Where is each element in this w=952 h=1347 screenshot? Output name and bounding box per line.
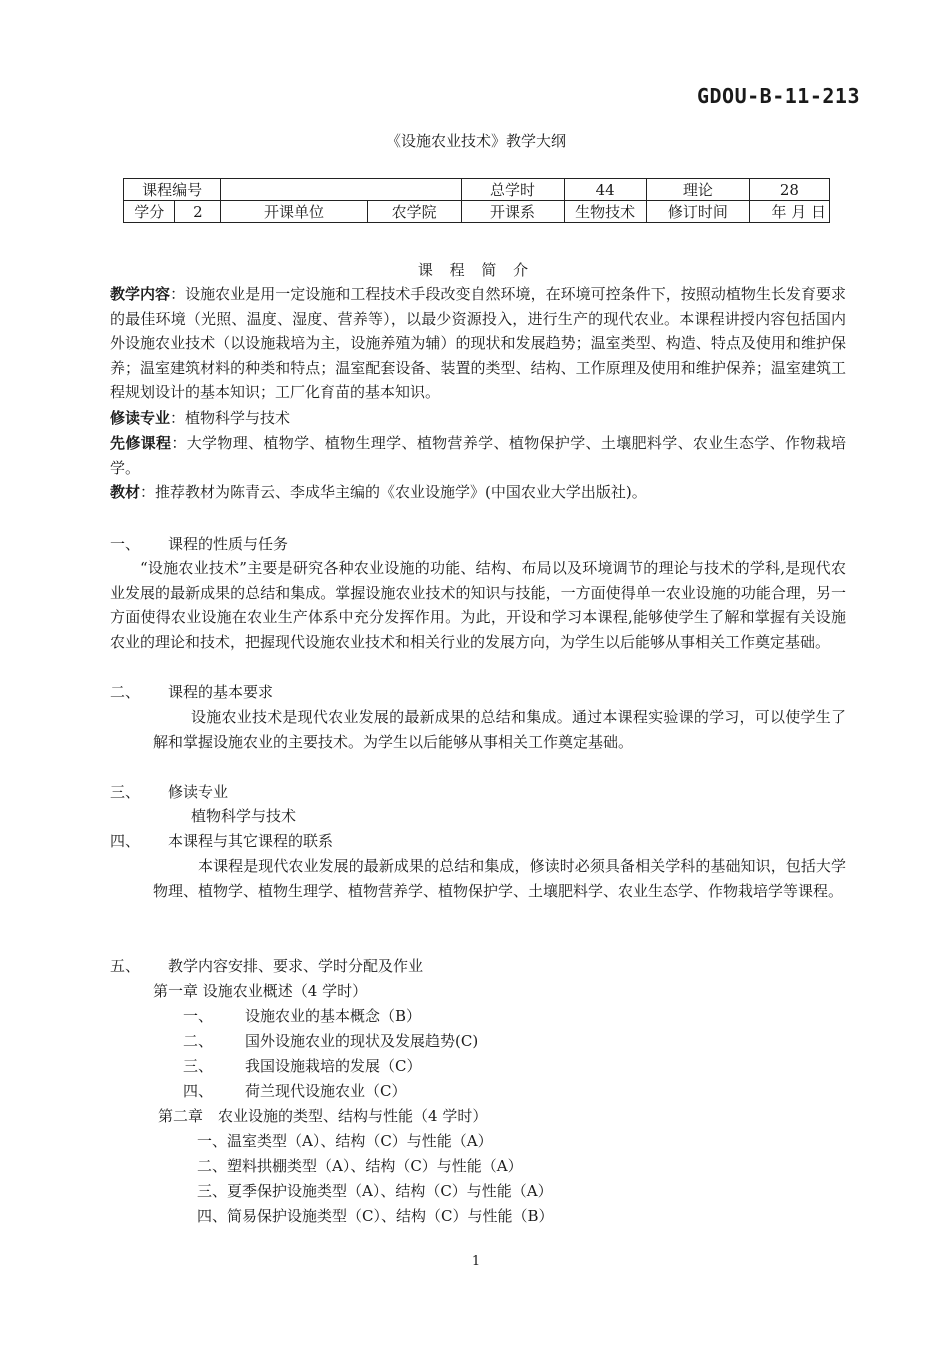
section-heading [110, 954, 423, 978]
intro-heading: 课 程 简 介 [417, 261, 535, 279]
list-item: 三、 我国设施栽培的发展（C） [183, 1057, 422, 1075]
section-title: 修读专业 [168, 783, 229, 801]
list-item: 二、 国外设施农业的现状及发展趋势(C) [183, 1032, 479, 1050]
table-cell: 年 月 日 [749, 201, 829, 223]
section-paragraph: “设施农业技术”主要是研究各种农业设施的功能、结构、布局以及环境调节的理论与技术的学科,是现代农业发展的最新成果的总结和集成。掌握设施农业技术的知识与技能，一方面使得单一农业设施的功能合理，另一方面使得农业设施在农业生产体系中充分发挥作用。为此，开设和学习本课程,能够使学生了解和掌握有关设施农业的理论和技术，把握现代设施农业技术和相关行业的发展方向，为学生以后能够从事相关工作奠定基础。 [110, 559, 846, 651]
table-cell: 总学时 [461, 179, 564, 201]
intro-prereq [110, 431, 846, 480]
table-cell: 28 [749, 179, 829, 201]
table-cell: 2 [175, 201, 221, 223]
table-cell: 修订时间 [646, 201, 749, 223]
table-row [124, 179, 830, 201]
table-cell: 农学院 [367, 201, 461, 223]
list-item: 三、夏季保护设施类型（A）、结构（C）与性能（A） [197, 1182, 553, 1200]
list-item: 四、简易保护设施类型（C）、结构（C）与性能（B） [197, 1207, 554, 1225]
section-title: 课程的基本要求 [168, 683, 274, 701]
textbook-text: ：推荐教材为陈青云、李成华主编的《农业设施学》(中国农业大学出版社)。 [140, 483, 647, 501]
table-cell: 课程编号 [124, 179, 221, 201]
intro-textbook [110, 480, 846, 505]
page-number: 1 [471, 1254, 481, 1269]
section-number: 一、 [110, 535, 141, 553]
table-cell: 44 [564, 179, 646, 201]
section-title: 课程的性质与任务 [168, 535, 289, 553]
chapter-title: 第一章 设施农业概述（4 学时） [153, 982, 368, 1000]
list-item: 二、塑料拱棚类型（A）、结构（C）与性能（A） [197, 1157, 523, 1175]
section-paragraph: 本课程是现代农业发展的最新成果的总结和集成，修读时必须具备相关学科的基础知识，包括大学物理、植物学、植物生理学、植物营养学、植物保护学、土壤肥料学、农业生态学、作物栽培学等课程。 [153, 857, 846, 900]
prereq-label: 先修课程 [110, 434, 172, 452]
table-cell: 学分 [124, 201, 175, 223]
major-text: ：植物科学与技术 [170, 409, 291, 427]
intro-major [110, 406, 846, 431]
section-paragraph: 设施农业技术是现代农业发展的最新成果的总结和集成。通过本课程实验课的学习，可以使学生了解和掌握设施农业的主要技术。为学生以后能够从事相关工作奠定基础。 [153, 708, 846, 751]
section-title: 教学内容安排、要求、学时分配及作业 [168, 957, 424, 975]
table-cell: 生物技术 [564, 201, 646, 223]
prereq-text: ：大学物理、植物学、植物生理学、植物营养学、植物保护学、土壤肥料学、农业生态学、作物栽培学。 [110, 434, 846, 477]
content-label: 教学内容 [110, 285, 171, 303]
section-title: 本课程与其它课程的联系 [168, 832, 334, 850]
section-number: 五、 [110, 957, 141, 975]
list-item: 一、 设施农业的基本概念（B） [183, 1007, 422, 1025]
section-number: 四、 [110, 832, 141, 850]
section-heading [110, 780, 228, 804]
course-info-table [123, 178, 830, 223]
table-cell: 开课单位 [221, 201, 367, 223]
section-number: 三、 [110, 783, 141, 801]
major-label: 修读专业 [110, 409, 171, 427]
section-number: 二、 [110, 683, 141, 701]
list-item: 四、 荷兰现代设施农业（C） [183, 1082, 407, 1100]
page-title: 《设施农业技术》教学大纲 [385, 132, 566, 150]
content-text: ：设施农业是用一定设施和工程技术手段改变自然环境，在环境可控条件下，按照动植物生长发育要求的最佳环境（光照、温度、湿度、营养等），以最少资源投入，进行生产的现代农业。本课程讲授内容包括国内外设施农业技术（以设施栽培为主，设施养殖为辅）的现状和发展趋势；温室类型、构造、特点及使用和维护保养；温室建筑材料的种类和特点；温室配套设备、装置的类型、结构、工作原理及使用和维护保养；温室建筑工程规划设计的基本知识；工厂化育苗的基本知识。 [110, 285, 846, 402]
intro-content [110, 282, 846, 405]
table-cell [221, 179, 461, 201]
section-heading [110, 532, 288, 556]
chapter-title: 第二章 农业设施的类型、结构与性能（4 学时） [158, 1107, 488, 1125]
section-heading [110, 829, 333, 853]
list-item: 一、温室类型（A）、结构（C）与性能（A） [197, 1132, 493, 1150]
section-heading [110, 680, 273, 704]
textbook-label: 教材 [110, 483, 141, 501]
section-paragraph: 植物科学与技术 [191, 807, 297, 825]
table-cell: 开课系 [461, 201, 564, 223]
table-row [124, 201, 830, 223]
table-cell: 理论 [646, 179, 749, 201]
document-code: GDOU-B-11-213 [696, 84, 860, 108]
